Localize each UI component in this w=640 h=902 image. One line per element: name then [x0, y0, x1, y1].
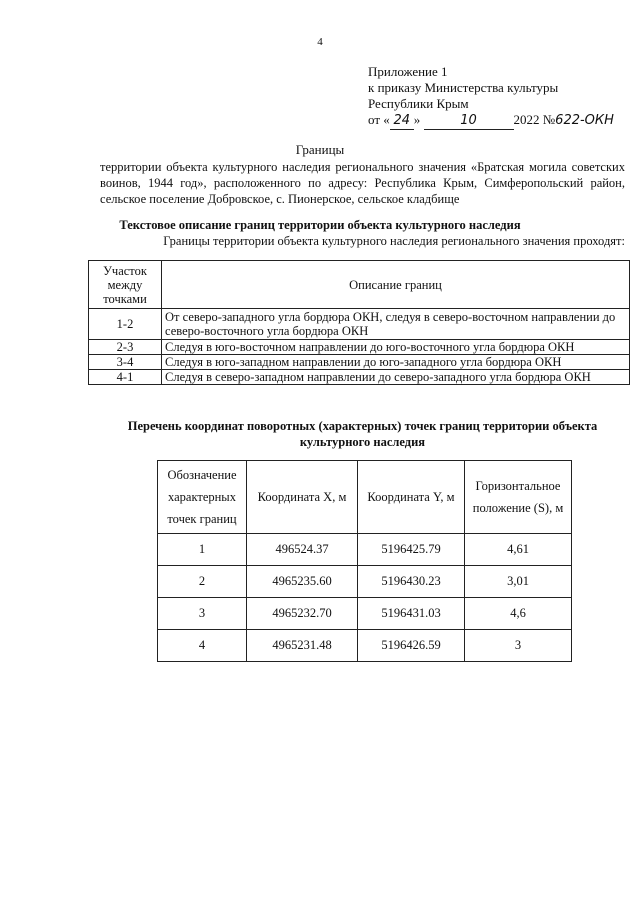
y-cell: 5196425.79: [358, 534, 465, 566]
header-point: Обозначение характерных точек границ: [158, 461, 247, 534]
segment-cell: 2-3: [89, 340, 162, 355]
date-month: 10: [424, 113, 514, 130]
y-cell: 5196431.03: [358, 598, 465, 630]
segment-cell: 1-2: [89, 309, 162, 340]
x-cell: 4965231.48: [247, 630, 358, 662]
coordinates-table: [157, 460, 572, 662]
appendix-line-3: Республики Крым: [368, 96, 469, 111]
header-description: Описание границ: [162, 261, 630, 309]
header-s: Горизонтальное положение (S), м: [465, 461, 572, 534]
point-cell: 4: [158, 630, 247, 662]
table-row: [158, 598, 572, 630]
table-row: [89, 355, 630, 370]
s-cell: 3,01: [465, 566, 572, 598]
table-row: [158, 630, 572, 662]
order-number: 622-ОКН: [555, 113, 614, 128]
description-cell: Следуя в северо-западном направлении до северо-западного угла бордюра ОКН: [162, 370, 630, 385]
page-number: 4: [317, 36, 323, 48]
boundary-description-table: [88, 260, 630, 385]
segment-cell: 3-4: [89, 355, 162, 370]
segment-cell: 4-1: [89, 370, 162, 385]
doc-description: территории объекта культурного наследия регионального значения «Братская могила советских воинов, 1944 год», расположенного по адресу: Республика Крым, Симферопольский район, сельское поселение Добровское, с. Пионерское, сельское кладбище: [100, 160, 625, 206]
table-row: [158, 566, 572, 598]
appendix-line-1: Приложение 1: [368, 64, 448, 79]
section1-heading: Текстовое описание границ территории объекта культурного наследия: [119, 218, 521, 232]
description-cell: Следуя в юго-западном направлении до юго-западного угла бордюра ОКН: [162, 355, 630, 370]
table-row: [89, 340, 630, 355]
appendix-date-line: [368, 112, 614, 130]
header-segment: Участок между точками: [89, 261, 162, 309]
date-day: 24: [390, 113, 414, 130]
s-cell: 4,6: [465, 598, 572, 630]
y-cell: 5196430.23: [358, 566, 465, 598]
s-cell: 3: [465, 630, 572, 662]
doc-title: Границы: [295, 142, 345, 157]
x-cell: 4965232.70: [247, 598, 358, 630]
y-cell: 5196426.59: [358, 630, 465, 662]
section2-heading: Перечень координат поворотных (характерных) точек границ территории объекта культурного наследия: [127, 419, 598, 449]
description-cell: Следуя в юго-восточном направлении до юго-восточного угла бордюра ОКН: [162, 340, 630, 355]
appendix-line-2: к приказу Министерства культуры: [368, 80, 559, 95]
point-cell: 2: [158, 566, 247, 598]
x-cell: 4965235.60: [247, 566, 358, 598]
table-row: [89, 370, 630, 385]
section1-subheading: Границы территории объекта культурного наследия регионального значения проходят:: [163, 234, 625, 248]
header-x: Координата X, м: [247, 461, 358, 534]
table-row: [158, 534, 572, 566]
point-cell: 1: [158, 534, 247, 566]
date-year-no: 2022 №: [513, 112, 556, 127]
date-mid: »: [413, 112, 421, 127]
table-header-row: [89, 261, 630, 309]
s-cell: 4,61: [465, 534, 572, 566]
point-cell: 3: [158, 598, 247, 630]
x-cell: 496524.37: [247, 534, 358, 566]
date-prefix: от «: [368, 112, 390, 127]
appendix-block: [368, 64, 614, 130]
table-row: [89, 309, 630, 340]
header-y: Координата Y, м: [358, 461, 465, 534]
description-cell: От северо-западного угла бордюра ОКН, следуя в северо-восточном направлении до северо-восточного угла бордюра ОКН: [162, 309, 630, 340]
table-header-row: [158, 461, 572, 534]
